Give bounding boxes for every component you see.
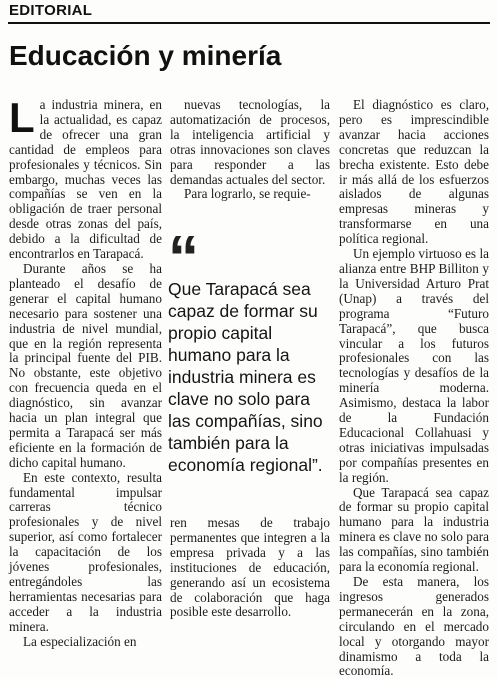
paragraph-7: ren mesas de trabajo permanentes que integren a la empresa privada y a las instituciones de educación, generando así un ecosistema de colaboración que haga posible este desarrollo. [170,515,330,620]
paragraph-1-text: a industria minera, en la actualidad, es capaz de ofrecer una gran cantidad de empleos para profesionales y técnicos. Sin embargo, muchas veces las compañías se ven en la obligación de traer personal desde otras zonas del país, debido a la dificultad de encontrarlos en Tarapacá. [9,97,162,262]
quote-mark-icon: “ [168,236,195,274]
paragraph-1 [9,94,162,262]
column-2-top [170,98,330,202]
paragraph-3: En este contexto, resulta fundamental impulsar carreras técnico profesionales y de nivel superior, así como fortalecer la capacitación de los jóvenes profesionales, entregándoles las herramientas necesarias para acceder a la industria minera. [9,469,162,634]
paragraph-8: El diagnóstico es claro, pero es imprescindible avanzar hacia acciones concretas que reduzcan la brecha existente. Esto debe ir más allá de los esfuerzos aislados de algunas empresas mineras y transformarse en una política regional. [339,97,489,247]
column-1 [9,94,162,650]
paragraph-9: Un ejemplo virtuoso es la alianza entre BHP Billiton y la Universidad Arturo Prat (Unap) a través del programa “Futuro Tarapacá”, que busca vincular a los futuros profesionales con las tecnologías y desafíos de la minería moderna. Asimismo, destaca la labor de la Fundación Educacional Collahuasi y otras iniciativas impulsadas por compañías presentes en la región. [339,246,489,485]
section-label: EDITORIAL [9,2,93,19]
drop-cap: L [9,94,35,141]
paragraph-2: Durante años se ha planteado el desafío de generar el capital humano necesario para sostener una industria de nivel mundial, que en la región representa la principal fuente del PIB. No obstante, este objetivo con frecuencia queda en el diagnóstico, sin avanzar hacia un plan integral que permita a Tarapacá ser más eficiente en la formación de dicho capital humano. [9,260,162,470]
paragraph-4: La especialización en [23,633,137,649]
pull-quote [168,236,336,476]
header-rule [8,22,490,24]
paragraph-10: Que Tarapacá sea capaz de formar su propio capital humano para la industria minera es clave no solo para las compañías, sino también para la economía regional. [339,484,489,575]
column-3 [339,98,489,679]
paragraph-6: Para lograrlo, se requie- [184,186,311,202]
headline: Educación y minería [9,40,282,71]
column-2-bottom [170,516,330,620]
paragraph-11: De esta manera, los ingresos generados permanecerán en la zona, circulando en el mercado local y otorgando mayor dinamismo a toda la economía. [339,574,489,679]
paragraph-5: nuevas tecnologías, la automatización de procesos, la inteligencia artificial y otras innovaciones son claves para responder a las demandas actuales del sector. [170,97,330,187]
pull-quote-text: Que Tarapacá sea capaz de formar su propio capital humano para la industria minera es clave no solo para las compañías, sino también para la economía regional”. [168,279,323,475]
